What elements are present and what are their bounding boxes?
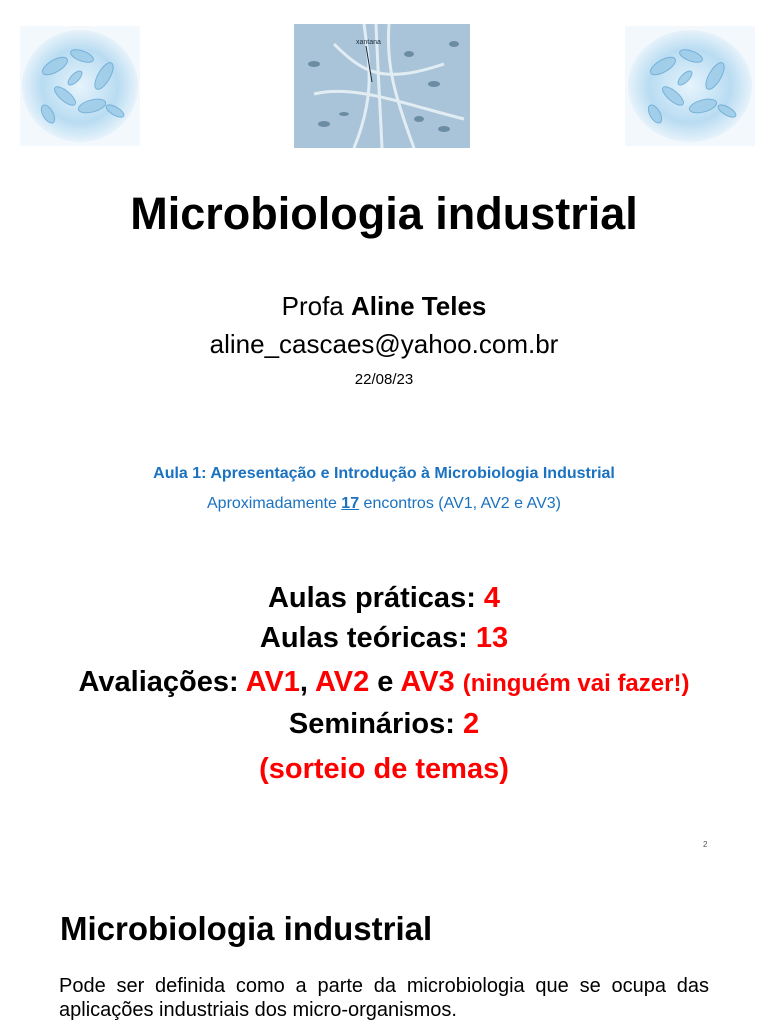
- cell-micrograph-icon: [20, 26, 140, 146]
- author-name: Aline Teles: [351, 291, 487, 321]
- xanthan-label: xantana: [356, 39, 381, 46]
- page-number: 2: [703, 840, 708, 849]
- lesson-title: Aula 1: Apresentação e Introdução à Microbiologia Industrial: [153, 465, 615, 482]
- evaluations-line: [0, 663, 768, 703]
- draw-note: (sorteio de temas): [259, 753, 509, 785]
- eval-comma: ,: [299, 666, 308, 698]
- seminars-label: Seminários:: [288, 708, 455, 740]
- seminars-line: [0, 705, 768, 743]
- meetings-prefix: Aproximadamente: [207, 495, 337, 512]
- theory-classes-line: [0, 619, 768, 657]
- slide-date: 22/08/23: [354, 371, 414, 388]
- author-line: [0, 290, 768, 322]
- eval-label: Avaliações:: [78, 666, 239, 698]
- theory-value: 13: [475, 622, 509, 654]
- eval-av1: AV1: [245, 666, 300, 698]
- meetings-suffix: encontros (AV1, AV2 e AV3): [363, 495, 561, 512]
- xanthan-micrograph-icon: [294, 24, 470, 148]
- seminars-value: 2: [462, 708, 480, 740]
- slide2-body: Pode ser definida como a parte da microbiologia que se ocupa das aplicações industriais dos micro-organismos.: [59, 975, 709, 1021]
- cell-micrograph-icon: [625, 26, 755, 146]
- practical-classes-line: [0, 579, 768, 617]
- theory-label: Aulas teóricas:: [259, 622, 468, 654]
- author-email: aline_cascaes@yahoo.com.br: [209, 329, 559, 359]
- eval-note: (ninguém vai fazer!): [462, 670, 690, 697]
- practical-label: Aulas práticas:: [267, 582, 476, 614]
- slide-title: Microbiologia industrial: [130, 188, 638, 239]
- meetings-count: 17: [341, 495, 360, 512]
- eval-av3: AV3: [400, 666, 455, 698]
- eval-av2: AV2: [314, 666, 370, 698]
- practical-value: 4: [483, 582, 501, 614]
- author-prefix: Profa: [281, 291, 344, 321]
- slide2-title: Microbiologia industrial: [60, 910, 433, 947]
- eval-and: e: [377, 666, 394, 698]
- meetings-line: [0, 493, 768, 515]
